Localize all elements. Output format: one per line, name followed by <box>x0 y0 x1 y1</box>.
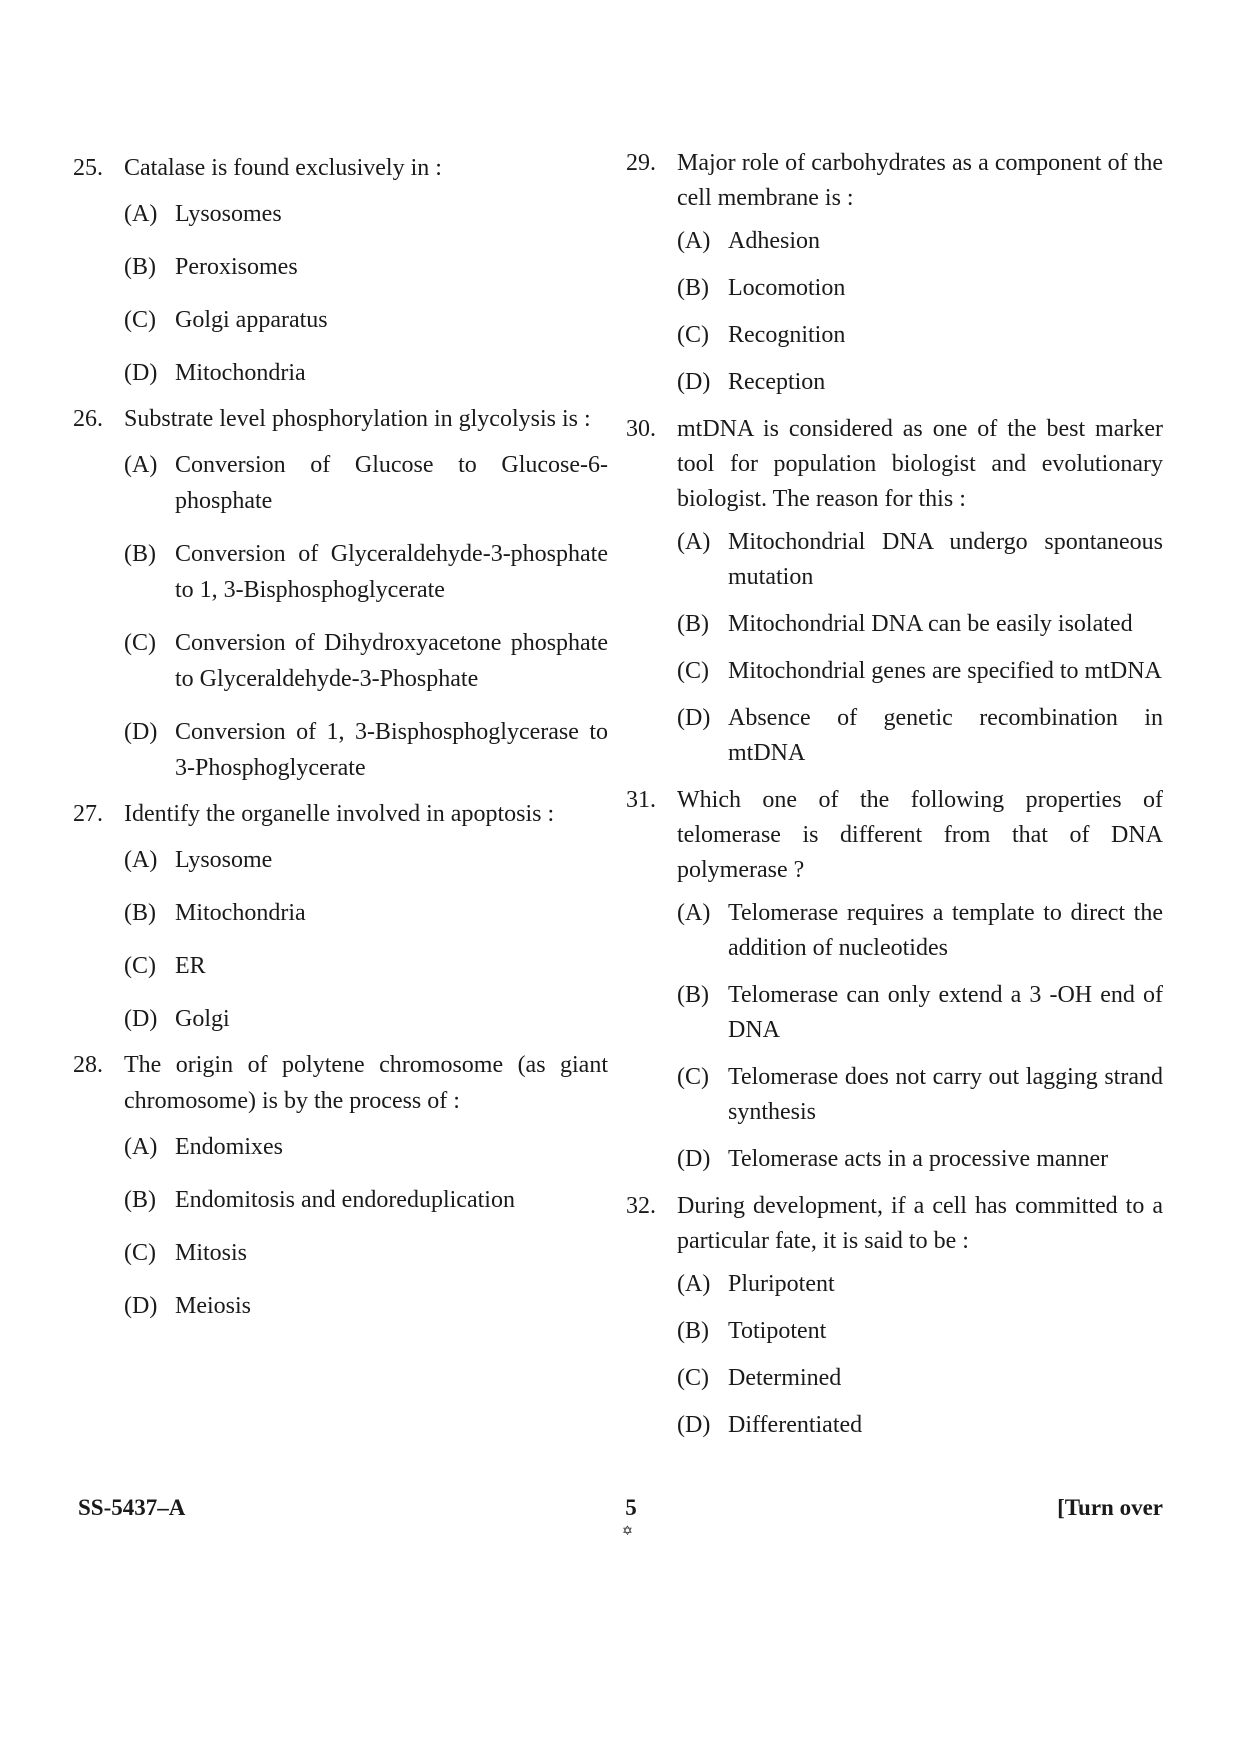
option-text: Peroxisomes <box>175 254 298 280</box>
options-list <box>677 1267 1163 1443</box>
star-of-david-icon: ✡ <box>622 1523 633 1538</box>
question-number: 27. <box>73 801 103 827</box>
option-label: (C) <box>677 1365 709 1391</box>
option-a <box>677 1267 1163 1302</box>
option-label: (B) <box>124 254 156 280</box>
options-list <box>677 224 1163 400</box>
option-label: (D) <box>124 1006 158 1032</box>
option-b <box>124 895 608 931</box>
option-text: Telomerase does not carry out lagging strand synthesis <box>728 1064 1163 1125</box>
option-label: (D) <box>124 360 158 386</box>
options-list <box>124 196 608 391</box>
turn-over-label: [Turn over <box>1057 1495 1163 1520</box>
page-footer <box>78 1495 1163 1538</box>
option-label: (A) <box>124 847 158 873</box>
option-text: Meiosis <box>175 1293 252 1319</box>
option-label: (D) <box>677 369 711 395</box>
question-text: mtDNA is considered as one of the best marker tool for population biologist and evolutionary biologist. The reason for this : <box>677 416 1163 512</box>
option-b <box>124 1182 608 1218</box>
question-26 <box>73 401 608 786</box>
option-text: Mitochondrial genes are specified to mtDNA <box>728 658 1162 684</box>
option-text: Totipotent <box>728 1318 827 1344</box>
question-text: Catalase is found exclusively in : <box>124 155 442 181</box>
option-a <box>124 196 608 232</box>
question-text: The origin of polytene chromosome (as giant chromosome) is by the process of : <box>124 1052 608 1114</box>
right-question-column <box>626 146 1163 1455</box>
option-label: (B) <box>677 611 709 637</box>
question-text: Substrate level phosphorylation in glycolysis is : <box>124 406 591 432</box>
option-label: (C) <box>124 1240 156 1266</box>
option-text: Golgi <box>175 1006 230 1032</box>
option-text: Endomitosis and endoreduplication <box>175 1187 515 1213</box>
question-29 <box>626 146 1163 400</box>
left-question-column <box>73 150 608 1334</box>
option-text: ER <box>175 953 206 979</box>
option-d <box>124 1288 608 1324</box>
option-label: (C) <box>124 953 156 979</box>
option-a <box>677 896 1163 966</box>
question-text: Which one of the following properties of telomerase is different from that of DNA polymerase ? <box>677 787 1163 883</box>
option-label: (B) <box>677 1318 709 1344</box>
question-28 <box>73 1047 608 1324</box>
option-text: Conversion of 1, 3-Bisphosphoglycerase to 3-Phosphoglycerate <box>175 719 608 781</box>
options-list <box>677 525 1163 771</box>
option-text: Telomerase acts in a processive manner <box>728 1146 1109 1172</box>
option-d <box>124 1001 608 1037</box>
question-number: 31. <box>626 787 656 813</box>
option-b <box>677 271 1163 306</box>
option-label: (B) <box>124 541 156 567</box>
booklet-code: SS-5437–A <box>78 1495 186 1520</box>
option-d <box>677 365 1163 400</box>
option-c <box>677 1361 1163 1396</box>
question-30 <box>626 412 1163 771</box>
option-text: Adhesion <box>728 228 820 254</box>
option-label: (D) <box>124 1293 158 1319</box>
option-c <box>677 1060 1163 1130</box>
option-d <box>677 1142 1163 1177</box>
option-label: (A) <box>677 529 711 555</box>
question-number: 26. <box>73 406 103 432</box>
option-label: (D) <box>677 705 711 731</box>
option-label: (A) <box>124 1134 158 1160</box>
option-label: (A) <box>677 900 711 926</box>
option-label: (D) <box>677 1412 711 1438</box>
option-label: (C) <box>124 630 156 656</box>
options-list <box>124 842 608 1037</box>
question-number: 32. <box>626 1193 656 1219</box>
options-list <box>124 1129 608 1324</box>
option-c <box>124 948 608 984</box>
option-text: Conversion of Glyceraldehyde-3-phosphate to 1, 3-Bisphosphoglycerate <box>175 541 608 603</box>
option-b <box>677 1314 1163 1349</box>
question-31 <box>626 783 1163 1177</box>
option-a <box>677 525 1163 595</box>
option-text: Conversion of Glucose to Glucose-6-phosphate <box>175 452 608 514</box>
option-text: Endomixes <box>175 1134 283 1160</box>
option-text: Golgi apparatus <box>175 307 328 333</box>
question-27 <box>73 796 608 1037</box>
option-text: Determined <box>728 1365 842 1391</box>
option-c <box>124 625 608 697</box>
option-label: (D) <box>124 719 158 745</box>
option-text: Mitochondrial DNA can be easily isolated <box>728 611 1133 637</box>
page-number: 5 <box>625 1495 637 1520</box>
option-a <box>677 224 1163 259</box>
option-text: Mitosis <box>175 1240 248 1266</box>
option-label: (C) <box>677 322 709 348</box>
option-text: Recognition <box>728 322 846 348</box>
question-number: 25. <box>73 155 103 181</box>
option-a <box>124 1129 608 1165</box>
option-text: Mitochondria <box>175 900 306 926</box>
question-text: Identify the organelle involved in apoptosis : <box>124 801 555 827</box>
question-text: During development, if a cell has committed to a particular fate, it is said to be : <box>677 1193 1163 1254</box>
option-text: Lysosomes <box>175 201 282 227</box>
question-number: 30. <box>626 416 656 442</box>
option-text: Telomerase can only extend a 3 -OH end of DNA <box>728 982 1163 1043</box>
option-text: Conversion of Dihydroxyacetone phosphate to Glyceraldehyde-3-Phosphate <box>175 630 608 692</box>
question-text: Major role of carbohydrates as a component of the cell membrane is : <box>677 150 1163 211</box>
option-b <box>124 249 608 285</box>
option-d <box>677 1408 1163 1443</box>
option-text: Reception <box>728 369 826 395</box>
option-a <box>124 447 608 519</box>
option-c <box>124 1235 608 1271</box>
option-text: Mitochondria <box>175 360 306 386</box>
option-c <box>677 318 1163 353</box>
option-b <box>677 607 1163 642</box>
option-label: (B) <box>677 275 709 301</box>
option-b <box>677 978 1163 1048</box>
option-text: Pluripotent <box>728 1271 835 1297</box>
question-number: 28. <box>73 1052 103 1078</box>
option-label: (A) <box>677 228 711 254</box>
option-a <box>124 842 608 878</box>
option-label: (B) <box>124 900 156 926</box>
option-label: (B) <box>677 982 709 1008</box>
question-25 <box>73 150 608 391</box>
option-text: Mitochondrial DNA undergo spontaneous mutation <box>728 529 1163 590</box>
option-c <box>677 654 1163 689</box>
option-d <box>677 701 1163 771</box>
option-label: (C) <box>124 307 156 333</box>
option-d <box>124 714 608 786</box>
option-label: (A) <box>124 452 158 478</box>
option-text: Locomotion <box>728 275 846 301</box>
question-32 <box>626 1189 1163 1443</box>
question-number: 29. <box>626 150 656 176</box>
option-label: (D) <box>677 1146 711 1172</box>
option-d <box>124 355 608 391</box>
option-text: Differentiated <box>728 1412 863 1438</box>
option-text: Lysosome <box>175 847 273 873</box>
options-list <box>124 447 608 786</box>
option-text: Telomerase requires a template to direct the addition of nucleotides <box>728 900 1163 961</box>
option-c <box>124 302 608 338</box>
option-b <box>124 536 608 608</box>
option-label: (C) <box>677 1064 709 1090</box>
options-list <box>677 896 1163 1177</box>
option-label: (A) <box>677 1271 711 1297</box>
option-label: (C) <box>677 658 709 684</box>
option-label: (A) <box>124 201 158 227</box>
option-label: (B) <box>124 1187 156 1213</box>
option-text: Absence of genetic recombination in mtDNA <box>728 705 1163 766</box>
